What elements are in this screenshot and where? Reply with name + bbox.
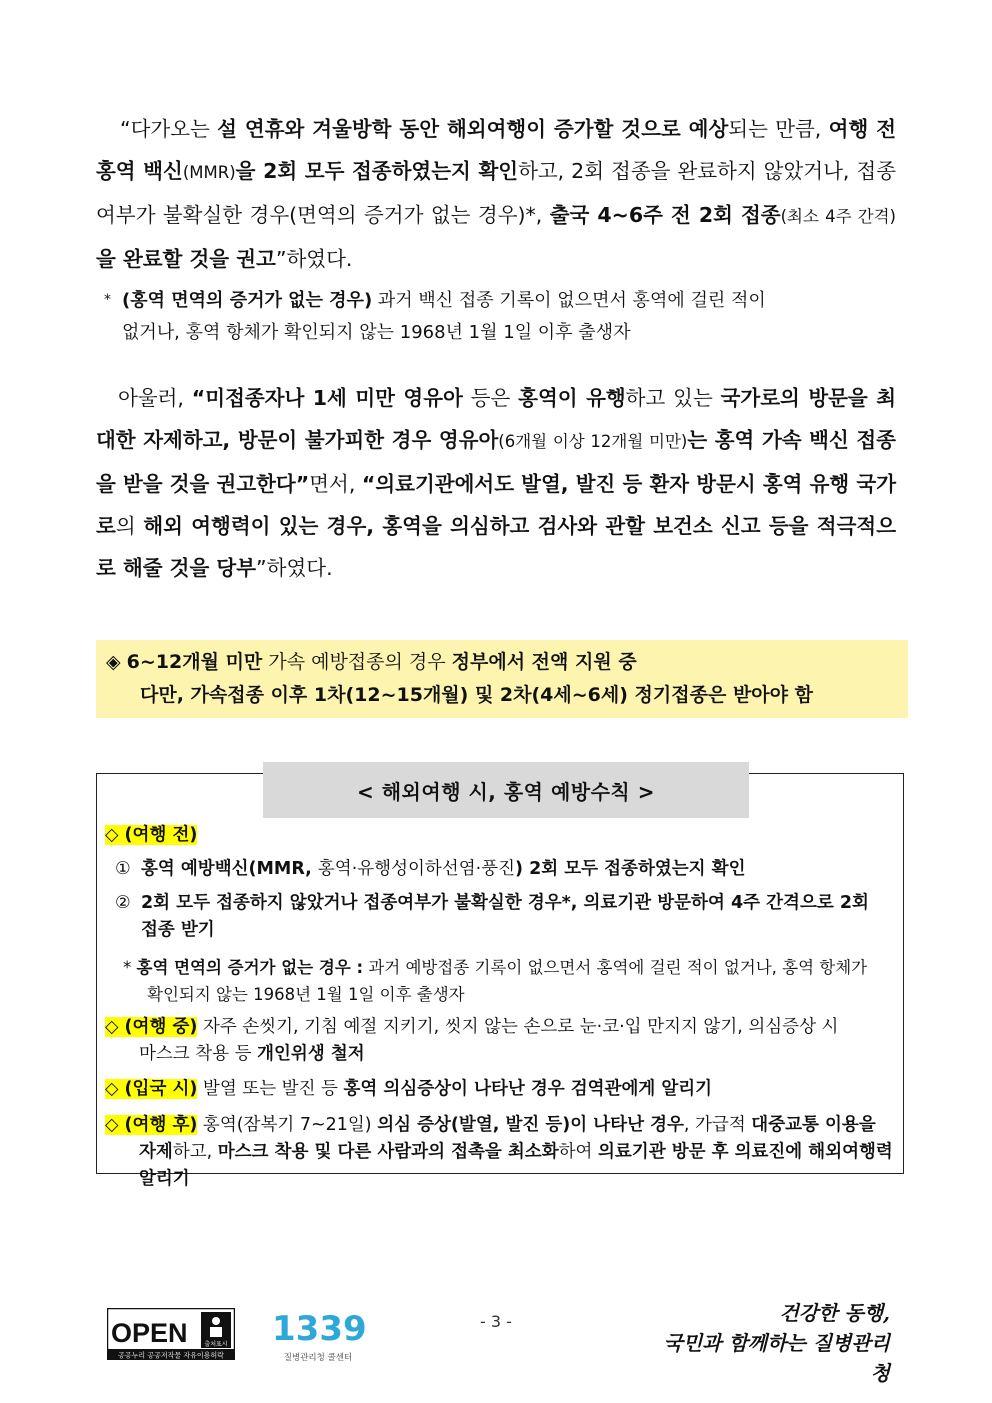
prevention-tips-box xyxy=(96,773,904,1189)
text-span: 자주 손씻기, 기침 예절 지키기, 씻지 않는 손으로 눈·코·입 만지지 않기, 의심증상 시 xyxy=(197,1017,839,1037)
tip-entry xyxy=(105,1076,895,1103)
tips-title: < 해외여행 시, 홍역 예방수칙 > xyxy=(263,762,749,818)
text-span: 등은 xyxy=(462,386,519,410)
text-span: 발열 또는 발진 등 xyxy=(197,1079,344,1099)
text-span: 면서, xyxy=(309,472,362,496)
bold-span: 개인위생 철저 xyxy=(257,1044,365,1064)
bold-span: 의료기관 방문 후 의료진에 해외여행력 알리기 xyxy=(139,1142,893,1189)
section-label: ◇ (여행 전) xyxy=(105,825,198,845)
open-license-icon xyxy=(107,1308,235,1360)
bold-span: 출국 4~6주 전 2회 접종 xyxy=(549,203,781,227)
text-span: 하고, xyxy=(172,1142,218,1162)
bold-span: 는 홍역 가속 백신 접종을 받을 것을 권고한다” xyxy=(96,428,896,496)
bold-span: “미접종자나 1세 미만 영유아 xyxy=(191,386,463,410)
bold-span: 홍역이 유행 xyxy=(518,386,626,410)
highlight-line-2 xyxy=(106,679,898,712)
text-span: 되는 만큼, xyxy=(728,117,829,141)
open-license-logo xyxy=(107,1308,235,1364)
bold-span: 자제 xyxy=(139,1142,173,1162)
asterisk-mark: * xyxy=(104,292,111,308)
text-span: ”하였다. xyxy=(275,247,353,271)
bold-span: (홍역 면역의 증거가 없는 경우) xyxy=(122,290,373,311)
section-label: ◇ (입국 시) xyxy=(105,1079,198,1099)
text-span: ”하였다. xyxy=(256,556,333,580)
text-span: 과거 백신 접종 기록이 없으면서 홍역에 걸린 적이 xyxy=(372,290,766,311)
bold-span: 을 2회 모두 접종하였는지 확인 xyxy=(235,159,519,183)
tip-item-2 xyxy=(105,890,895,944)
text-span: 홍역·유행성이하선염·풍진 xyxy=(317,859,515,879)
paragraph-infant-advice xyxy=(96,377,896,589)
diamond-icon: ◈ xyxy=(106,651,121,673)
section-label: ◇ (여행 후) xyxy=(105,1115,198,1135)
section-label: ◇ (여행 중) xyxy=(105,1017,198,1037)
logo-caption: 질병관리청 콜센터 xyxy=(283,1353,353,1363)
bold-span: 2회 모두 접종하지 않았거나 접종여부가 불확실한 경우*, 의료기관 방문하여 4주 간격으로 2회 xyxy=(141,893,869,913)
highlight-line-1 xyxy=(106,646,898,679)
text-span: “다가오는 xyxy=(120,117,218,141)
bold-span: 6~12개월 미만 xyxy=(126,651,263,673)
text-span: 하고, 2회 접종을 완료하지 않았거나, 접종 여부가 불확실한 경우(면역의 증거가 없는 경우)*, xyxy=(96,159,896,227)
text-span: 가속 예방접종의 경우 xyxy=(262,651,452,673)
page-number: - 3 - xyxy=(480,1312,512,1331)
text-span: , 가급적 xyxy=(683,1115,752,1135)
bold-span: 국가로의 방문을 최대한 자제하고, 방문이 불가피한 경우 영유아 xyxy=(96,386,897,452)
bold-span: 여행 전 홍역 백신 xyxy=(96,117,897,183)
asterisk-mark: * xyxy=(123,958,132,977)
tip-note xyxy=(105,954,903,1008)
tip-during xyxy=(105,1014,895,1068)
tip-before-label xyxy=(105,822,895,849)
bold-span: 대중교통 이용을 xyxy=(751,1115,876,1135)
text-span: 의 xyxy=(115,514,144,538)
tip-after xyxy=(105,1112,895,1193)
agency-slogan xyxy=(650,1298,890,1388)
text-span: 하고 있는 xyxy=(625,386,721,410)
text-span: 과거 예방접종 기록이 없으면서 홍역에 걸린 적이 없거나, 홍역 항체가 xyxy=(363,958,868,977)
slogan-line-2: 국민과 함께하는 질병관리청 xyxy=(663,1331,890,1385)
open-badge-text: 출처표시 xyxy=(204,1341,228,1348)
text-span: (MMR) xyxy=(182,163,236,182)
text-span: 아울러, xyxy=(118,386,192,410)
text-span: 마스크 착용 등 xyxy=(139,1044,258,1064)
logo-number: 1339 xyxy=(272,1309,367,1349)
slogan-line-1: 건강한 동행, xyxy=(779,1301,890,1325)
bold-span: 해외 여행력이 있는 경우, 홍역을 의심하고 검사와 관할 보건소 신고 등을 적극적으로 해줄 것을 당부 xyxy=(96,514,896,580)
kdca-1339-logo xyxy=(268,1306,368,1368)
bold-span: 설 연휴와 겨울방학 동안 해외여행이 증가할 것으로 예상 xyxy=(217,117,729,141)
text-span: (최소 4주 간격) xyxy=(780,207,896,226)
tip-item-1 xyxy=(105,856,905,883)
number-marker: ② xyxy=(115,893,131,913)
open-text: OPEN xyxy=(111,1318,188,1348)
bold-span: 홍역 면역의 증거가 없는 경우 : xyxy=(136,958,364,977)
bold-span: 다만, 가속접종 이후 1차(12~15개월) 및 2차(4세~6세) 정기접종은 받아야 함 xyxy=(140,684,813,706)
text-span: 홍역(잠복기 7~21일) xyxy=(197,1115,378,1135)
number-marker: ① xyxy=(115,859,131,879)
bold-span: 정부에서 전액 지원 중 xyxy=(451,651,637,673)
bold-span: 마스크 착용 및 다른 사람과의 접촉을 최소화 xyxy=(217,1142,559,1162)
text-span: 하여 xyxy=(558,1142,598,1162)
text-span: 확인되지 않는 1968년 1월 1일 이후 출생자 xyxy=(147,985,465,1004)
bold-span: 홍역 의심증상이 나타난 경우 검역관에게 알리기 xyxy=(343,1079,713,1099)
bold-span: ) 2회 모두 접종하였는지 확인 xyxy=(514,859,746,879)
call-center-logo-icon xyxy=(268,1306,368,1364)
bold-span: 홍역 예방백신(MMR, xyxy=(141,859,318,879)
support-highlight-box xyxy=(96,640,908,718)
bold-span: 을 완료할 것을 권고 xyxy=(96,247,276,271)
text-span: 없거나, 홍역 항체가 확인되지 않는 1968년 1월 1일 이후 출생자 xyxy=(122,322,631,343)
paragraph-travel-vaccination xyxy=(96,108,896,280)
text-span: (6개월 이상 12개월 미만) xyxy=(498,432,688,451)
footnote-immunity-evidence xyxy=(104,284,896,349)
bold-span: “의료기관에서도 발열, 발진 등 환자 방문시 홍역 유행 국가로 xyxy=(96,472,897,538)
bold-span: 접종 받기 xyxy=(141,920,215,940)
open-caption-text: 공공누리 공공저작물 자유이용허락 xyxy=(118,1351,224,1360)
bold-span: 의심 증상(발열, 발진 등)이 나타난 경우 xyxy=(377,1115,684,1135)
